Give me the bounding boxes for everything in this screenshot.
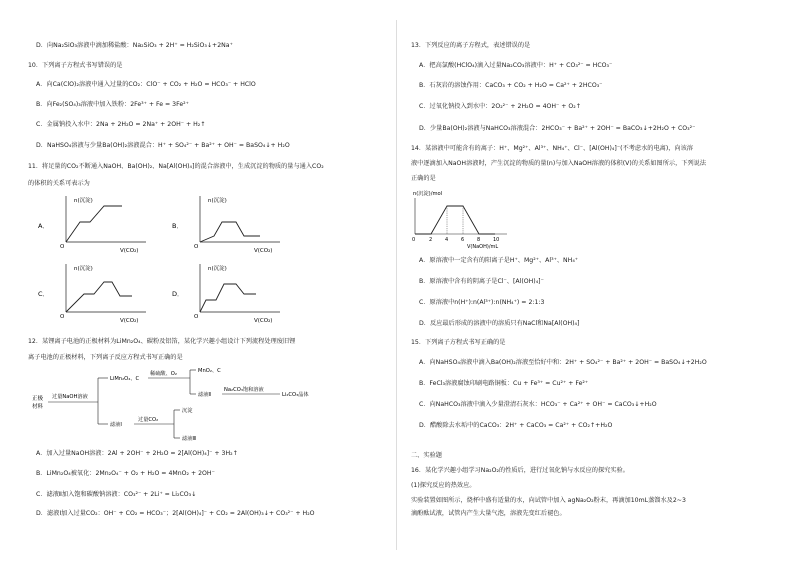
q11-a-origin: O: [60, 244, 65, 250]
q14-tick-label: 10: [493, 237, 500, 243]
q14-tick-label: 8: [477, 237, 481, 243]
q12-option-d: D．滤液Ⅰ加入过量CO₂：OH⁻ + CO₂ = HCO₃⁻；2[Al(OH)₄]⁻ + CO₂ = 2Al(OH)₃↓+ CO₃²⁻ + H₂O: [36, 510, 315, 517]
flow-box1: LiMn₂O₄、C: [110, 376, 140, 382]
flow-out1: MnO₂、C: [198, 368, 221, 374]
q14-chart-origin: 0: [412, 237, 416, 243]
flow-step4: 过量CO₂: [138, 417, 159, 423]
q11-label-a: A．: [38, 222, 49, 230]
section-experiment-heading: 二、实验题: [411, 452, 442, 459]
q11-graph-c: [36, 260, 186, 326]
q14-option-d: D．反应最后形成的溶液中的溶质只有NaCl和Na[Al(OH)₄]: [419, 320, 580, 327]
flow-product: Li₂CO₃晶体: [282, 392, 309, 398]
q11-c-ylabel: n(沉淀): [74, 266, 93, 272]
q15-option-b: B．FeCl₃溶液腐蚀印刷电路铜板：Cu + Fe³⁺ = Cu²⁺ + Fe²⁺: [419, 380, 589, 387]
q11-a-xlabel: V(CO₂): [120, 248, 139, 254]
q15-stem: 15．下列离子方程式书写正确的是: [411, 339, 506, 346]
q15-option-c: C．向NaHCO₃溶液中滴入少量澄清石灰水：HCO₃⁻ + Ca²⁺ + OH⁻ = CaCO₃↓+H₂O: [419, 401, 657, 408]
q11-label-d: D．: [172, 290, 184, 298]
q14-stem-line2: 液中逐滴加入NaOH溶液时，产生沉淀的物质的量(n)与加入NaOH溶液的体积(V)的关系如图所示，下列说法: [411, 160, 707, 167]
q14-tick-label: 2: [429, 237, 433, 243]
q11-c-xlabel: V(CO₂): [120, 318, 139, 324]
q16-stem: 16．某化学兴趣小组学习Na₂O₂的性质后，进行过氧化钠与水反应的探究实验。: [411, 467, 629, 474]
q14-stem-line1: 14．某溶液中可能含有的离子：H⁺、Mg²⁺、Al³⁺、NH₄⁺、Cl⁻、[Al(OH)₄]⁻(不考虑水的电离)，向该溶: [411, 145, 693, 152]
flow-step3: Na₂CO₃饱和溶液: [224, 387, 264, 393]
q12-stem-line1: 12．某锂离子电池的正极材料为LiMn₂O₄、碳粉及铝箔，某化学兴趣小组设计下列流程处理废旧锂: [28, 338, 296, 345]
q11-c-origin: O: [60, 314, 65, 320]
q11-b-origin: O: [194, 244, 199, 250]
q11-graph-a: [36, 192, 186, 254]
q14-option-c: C．原溶液中n(H⁺):n(Al³⁺):n(NH₄⁺) = 2:1:3: [419, 299, 545, 306]
q12-flowchart: [30, 364, 360, 446]
flow-step2: 稀硫酸、O₂: [150, 371, 177, 377]
flow-step1: 过量NaOH溶液: [52, 394, 88, 400]
q12-option-c: C．滤液Ⅱ加入饱和碳酸钠溶液：CO₃²⁻ + 2Li⁺ = Li₂CO₃↓: [36, 491, 197, 498]
q11-graph-b: [170, 192, 320, 254]
q14-option-a: A．原溶液中一定含有的阳离子是H⁺、Mg²⁺、Al³⁺、NH₄⁺: [419, 257, 579, 264]
q11-d-ylabel: n(沉淀): [208, 266, 227, 272]
q15-option-d: D．醋酸除去水垢中的CaCO₃：2H⁺ + CaCO₃ = Ca²⁺ + CO₂↑+H₂O: [419, 422, 613, 429]
q14-chart-xlabel: V(NaOH)/mL: [467, 244, 499, 250]
q13-option-a: A．把高氯酸(HClO₄)滴入过量Na₂CO₃溶液中：H⁺ + CO₃²⁻ = HCO₃⁻: [419, 62, 613, 69]
q11-d-origin: O: [194, 314, 199, 320]
q11-d-xlabel: V(CO₂): [254, 318, 273, 324]
q11-stem-line1: 11．将足量的CO₂不断通入NaOH、Ba(OH)₂、Na[Al(OH)₄]的混合溶液中，生成沉淀的物质的量与通入CO₂: [28, 163, 324, 170]
q11-label-b: B．: [172, 222, 183, 230]
q14-chart-marks: [415, 206, 499, 243]
q10-stem: 10．下列离子方程式书写错误的是: [28, 62, 123, 69]
q10-option-c: C．金属钠投入水中：2Na + 2H₂O = 2Na⁺ + 2OH⁻ + H₂↑: [36, 121, 206, 128]
q14-chart: [407, 186, 517, 250]
q11-a-ylabel: n(沉淀): [74, 198, 93, 204]
q15-option-a: A．向NaHSO₄溶液中滴入Ba(OH)₂溶液至恰好中和：2H⁺ + SO₄²⁻ + Ba²⁺ + 2OH⁻ = BaSO₄↓+2H₂O: [419, 359, 707, 366]
q14-tick-label: 6: [461, 237, 465, 243]
q14-stem-line3: 正确的是: [411, 175, 436, 182]
flow-filtrate3: 滤液Ⅲ: [182, 436, 196, 442]
q11-b-ylabel: n(沉淀): [208, 198, 227, 204]
q13-option-d: D．少量Ba(OH)₂溶液与NaHCO₃溶液混合：2HCO₃⁻ + Ba²⁺ + 2OH⁻ = BaCO₃↓+2H₂O + CO₃²⁻: [419, 125, 696, 132]
q13-stem: 13．下列反应的离子方程式，表述错误的是: [411, 42, 531, 49]
flow-filtrate1: 滤液Ⅱ: [198, 392, 211, 398]
q12-option-b: B．LiMn₂O₄被氧化：2Mn₂O₄⁻ + O₂ + H₂O = 4MnO₂ + 2OH⁻: [36, 470, 215, 477]
q10-option-b: B．向Fe₂(SO₄)₃溶液中加入铁粉：2Fe³⁺ + Fe = 3Fe²⁺: [36, 101, 189, 108]
q10-option-a: A．向Ca(ClO)₂溶液中通入过量的CO₂：ClO⁻ + CO₂ + H₂O = HCO₃⁻ + HClO: [36, 81, 256, 88]
q12-option-a: A．加入过量NaOH溶液：2Al + 2OH⁻ + 2H₂O = 2[Al(OH)₄]⁻ + 3H₂↑: [36, 450, 238, 457]
q13-option-b: B．石灰岩的溶蚀作用：CaCO₃ + CO₂ + H₂O = Ca²⁺ + 2HCO₃⁻: [419, 82, 603, 89]
q14-chart-ylabel: n(沉淀)/mol: [413, 191, 443, 197]
flow-filtrate0: 滤液Ⅰ: [110, 422, 122, 428]
q14-tick-label: 4: [445, 237, 449, 243]
q10-option-d: D．NaHSO₄溶液与少量Ba(OH)₂溶液混合：H⁺ + SO₄²⁻ + Ba²⁺ + OH⁻ = BaSO₄↓+ H₂O: [36, 142, 290, 149]
q11-b-xlabel: V(CO₂): [254, 248, 273, 254]
q11-stem-line2: 的体积的关系可表示为: [28, 180, 90, 187]
q16-paragraph-line2: 滴酚酞试液，试管内产生大量气泡，溶液先变红后褪色。: [411, 510, 566, 517]
q14-option-b: B．原溶液中含有的阴离子是Cl⁻、[Al(OH)₄]⁻: [419, 278, 544, 285]
q11-label-c: C．: [38, 290, 50, 298]
q11-graph-d: [170, 260, 320, 326]
q14-series-line: [415, 206, 495, 234]
q9-option-d: D．向Na₂SiO₃溶液中滴加稀盐酸：Na₂SiO₃ + 2H⁺ = H₂SiO₃↓+2Na⁺: [36, 42, 233, 49]
flow-start: 正极: [32, 396, 44, 402]
q16-paragraph-line1: 实验装置如图所示，烧杯中盛有适量的水，向试管中加入 agNa₂O₂粉末，再滴加10mL蒸馏水及2~3: [411, 497, 686, 504]
q16-sub1: (1)探究反应的热效应。: [411, 482, 476, 489]
flow-ppt: 沉淀: [182, 408, 193, 414]
flow-start-2: 材料: [32, 404, 44, 410]
q13-option-c: C．过氧化钠投入到水中：2O₂²⁻ + 2H₂O = 4OH⁻ + O₂↑: [419, 103, 581, 110]
right-column: [397, 0, 794, 562]
q12-stem-line2: 离子电池的正极材料，下列离子反应方程式书写正确的是: [28, 354, 183, 361]
